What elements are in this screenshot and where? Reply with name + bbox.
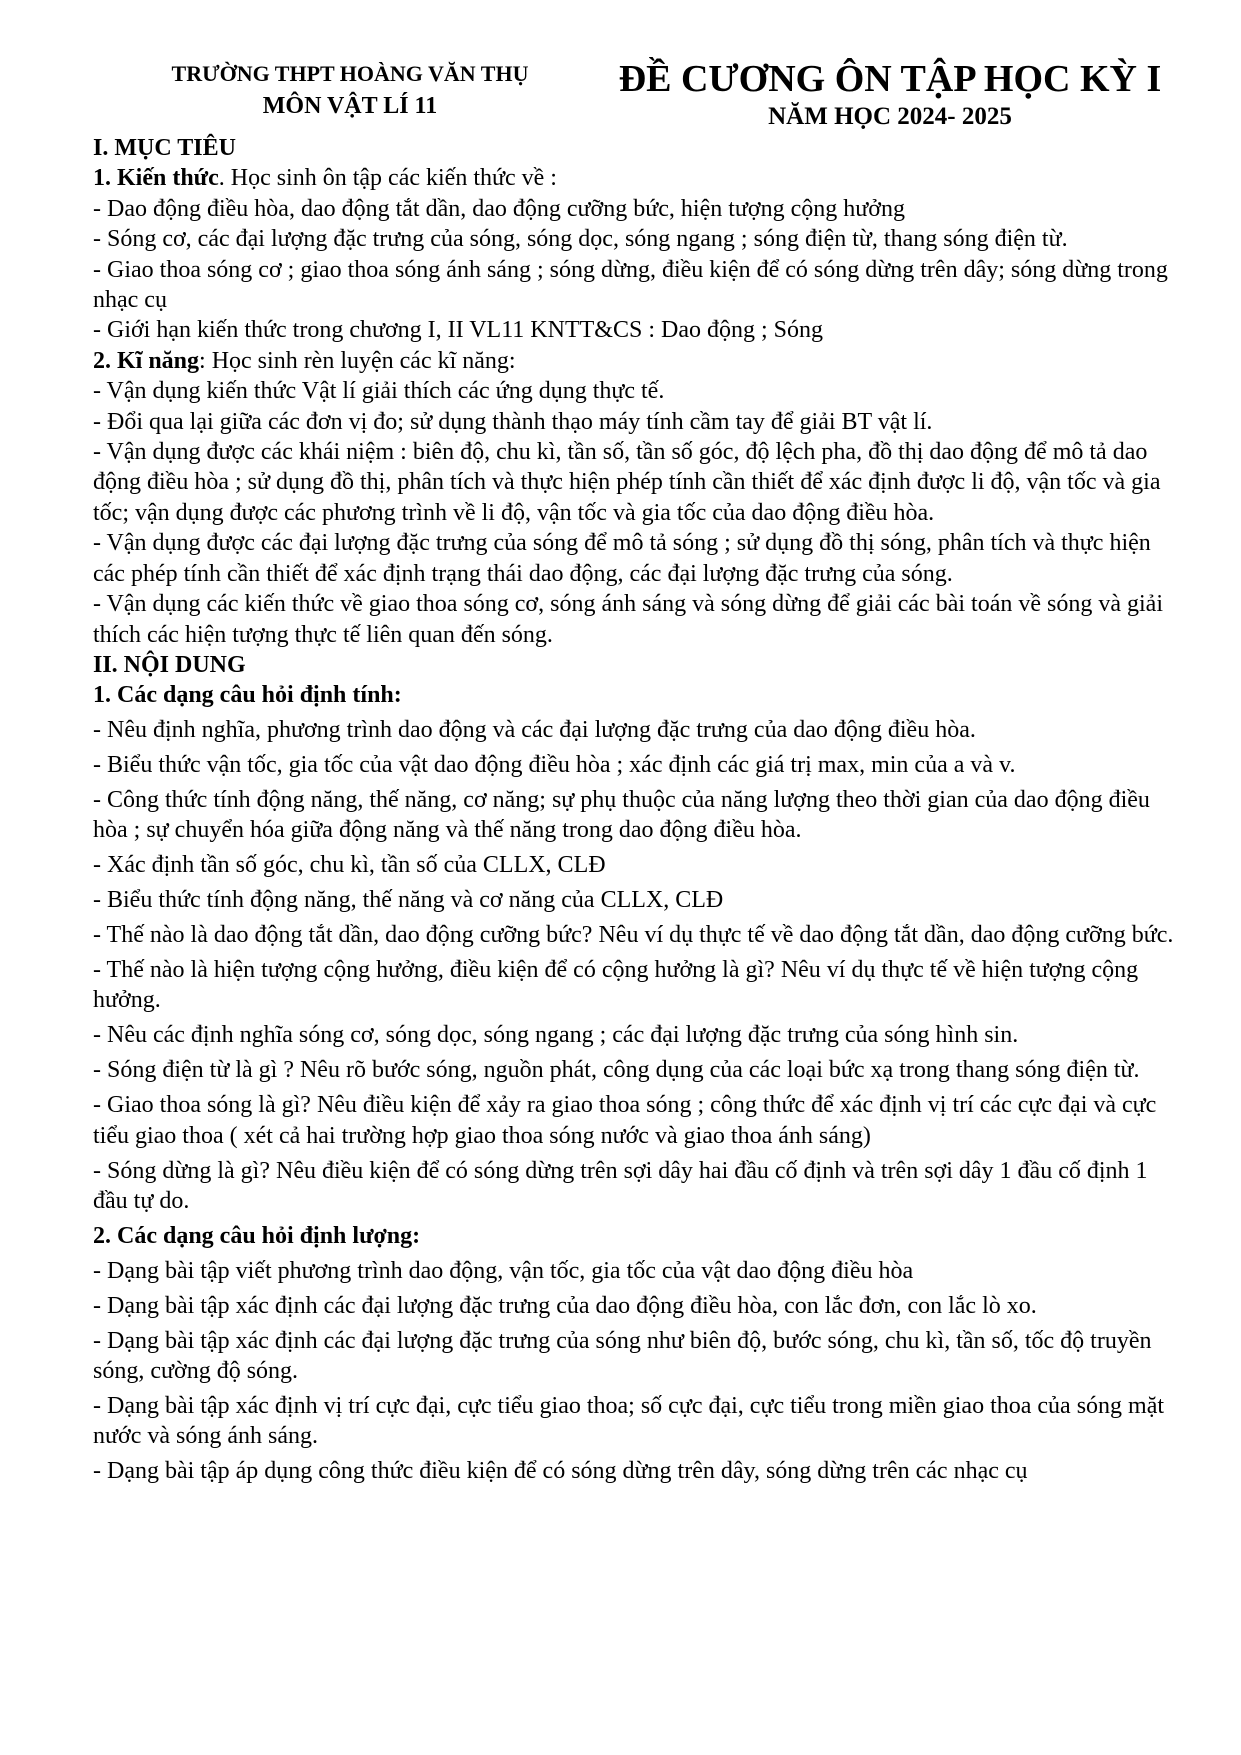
subject-name: MÔN VẬT LÍ 11: [262, 93, 438, 119]
skills-intro-text: : Học sinh rèn luyện các kĩ năng:: [199, 347, 516, 374]
knowledge-intro: [93, 163, 1183, 193]
school-name: TRƯỜNG THPT HOÀNG VĂN THỤ: [171, 61, 529, 86]
qualitative-item: - Xác định tần số góc, chu kì, tần số của CLLX, CLĐ: [93, 852, 606, 879]
skill-item: - Vận dụng kiến thức Vật lí giải thích các ứng dụng thực tế.: [93, 378, 665, 405]
document-title: ĐỀ CƯƠNG ÔN TẬP HỌC KỲ I: [618, 58, 1162, 100]
quantitative-item: - Dạng bài tập áp dụng công thức điều kiện để có sóng dừng trên dây, sóng dừng trên các nhạc cụ: [93, 1458, 1028, 1485]
school-year: NĂM HỌC 2024- 2025: [768, 103, 1012, 130]
knowledge-label: 1. Kiến thức: [93, 165, 219, 192]
skill-item: - Đổi qua lại giữa các đơn vị đo; sử dụng thành thạo máy tính cầm tay để giải BT vật lí.: [93, 408, 933, 435]
skill-item: - Vận dụng được các khái niệm : biên độ, chu kì, tần số, tần số góc, độ lệch pha, đồ thị dao động để mô tả dao động điều hòa ; sử dụng đồ thị, phân tích và thực hiện phép tính cần thiết để xác định được li độ, vận tốc và gia tốc; vận dụng được các phương trình về li độ, vận tốc và gia tốc của dao động điều hòa.: [93, 439, 1161, 526]
header-left: [130, 58, 570, 122]
document-body: [93, 133, 1183, 1487]
quantitative-heading: 2. Các dạng câu hỏi định lượng:: [93, 1222, 421, 1249]
qualitative-heading: 1. Các dạng câu hỏi định tính:: [93, 682, 402, 709]
knowledge-item: - Dao động điều hòa, dao động tắt dần, dao động cưỡng bức, hiện tượng cộng hưởng: [93, 195, 905, 222]
qualitative-item: - Thế nào là dao động tắt dần, dao động cưỡng bức? Nêu ví dụ thực tế về dao động tắt dần, dao động cưỡng bức.: [93, 922, 1174, 949]
section-1-heading: I. MỤC TIÊU: [93, 135, 236, 161]
quantitative-item: - Dạng bài tập viết phương trình dao động, vận tốc, gia tốc của vật dao động điều hòa: [93, 1257, 914, 1284]
qualitative-item: - Sóng dừng là gì? Nêu điều kiện để có sóng dừng trên sợi dây hai đầu cố định và trên sợi dây 1 đầu cố định 1 đầu tự do.: [93, 1157, 1148, 1214]
qualitative-item: - Nêu định nghĩa, phương trình dao động và các đại lượng đặc trưng của dao động điều hòa.: [93, 717, 976, 744]
quantitative-item: - Dạng bài tập xác định vị trí cực đại, cực tiểu giao thoa; số cực đại, cực tiểu trong miền giao thoa của sóng mặt nước và sóng ánh sáng.: [93, 1392, 1165, 1450]
knowledge-item: - Giao thoa sóng cơ ; giao thoa sóng ánh sáng ; sóng dừng, điều kiện để có sóng dừng trên dây; sóng dừng trong nhạc cụ: [93, 256, 1168, 314]
skill-item: - Vận dụng được các đại lượng đặc trưng của sóng để mô tả sóng ; sử dụng đồ thị sóng, phân tích và thực hiện các phép tính cần thiết để xác định trạng thái dao động, các đại lượng đặc trưng của sóng.: [93, 530, 1151, 587]
qualitative-item: - Công thức tính động năng, thế năng, cơ năng; sự phụ thuộc của năng lượng theo thời gian của dao động điều hòa ; sự chuyển hóa giữa động năng và thế năng trong dao động điều hòa.: [93, 787, 1150, 844]
qualitative-item: - Nêu các định nghĩa sóng cơ, sóng dọc, sóng ngang ; các đại lượng đặc trưng của sóng hình sin.: [93, 1022, 1019, 1049]
knowledge-item: - Sóng cơ, các đại lượng đặc trưng của sóng, sóng dọc, sóng ngang ; sóng điện từ, thang sóng điện từ.: [93, 226, 1068, 253]
knowledge-item: - Giới hạn kiến thức trong chương I, II VL11 KNTT&CS : Dao động ; Sóng: [93, 317, 823, 344]
section-2-heading: II. NỘI DUNG: [93, 651, 246, 678]
skill-item: - Vận dụng các kiến thức về giao thoa sóng cơ, sóng ánh sáng và sóng dừng để giải các bài toán về sóng và giải thích các hiện tượng thực tế liên quan đến sóng.: [93, 591, 1163, 648]
quantitative-item: - Dạng bài tập xác định các đại lượng đặc trưng của sóng như biên độ, bước sóng, chu kì, tần số, tốc độ truyền sóng, cường độ sóng.: [93, 1327, 1152, 1384]
skills-label: 2. Kĩ năng: [93, 347, 200, 374]
header-right: [590, 56, 1190, 132]
skills-intro: [93, 346, 1183, 376]
quantitative-item: - Dạng bài tập xác định các đại lượng đặc trưng của dao động điều hòa, con lắc đơn, con lắc lò xo.: [93, 1292, 1037, 1319]
qualitative-item: - Biểu thức vận tốc, gia tốc của vật dao động điều hòa ; xác định các giá trị max, min của a và v.: [93, 752, 1016, 779]
knowledge-intro-text: . Học sinh ôn tập các kiến thức về :: [218, 165, 557, 192]
qualitative-item: - Sóng điện từ là gì ? Nêu rõ bước sóng, nguồn phát, công dụng của các loại bức xạ trong thang sóng điện từ.: [93, 1057, 1140, 1084]
qualitative-item: - Thế nào là hiện tượng cộng hưởng, điều kiện để có cộng hưởng là gì? Nêu ví dụ thực tế về hiện tượng cộng hưởng.: [93, 957, 1139, 1014]
qualitative-item: - Giao thoa sóng là gì? Nêu điều kiện để xảy ra giao thoa sóng ; công thức để xác định vị trí các cực đại và cực tiểu giao thoa ( xét cả hai trường hợp giao thoa sóng nước và giao thoa ánh sáng): [93, 1092, 1157, 1149]
qualitative-item: - Biểu thức tính động năng, thế năng và cơ năng của CLLX, CLĐ: [93, 887, 724, 914]
